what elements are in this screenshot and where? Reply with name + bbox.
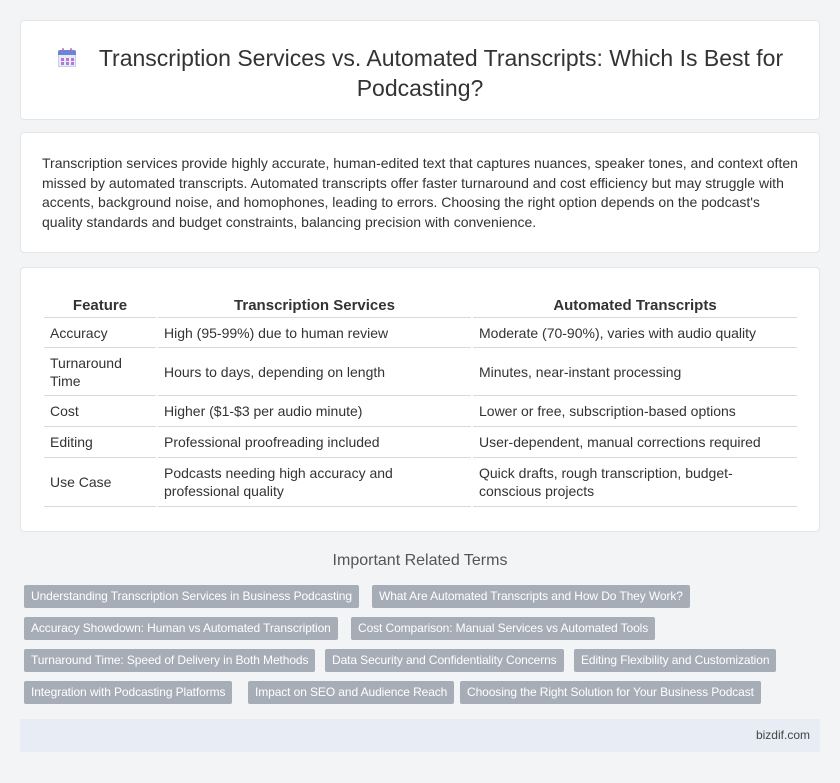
header-card [20, 20, 820, 120]
intro-paragraph: Transcription services provide highly accurate, human-edited text that captures nuances, speaker tones, and context often missed by automated transcripts. Automated transcripts offer faster turnaround and cost efficiency but may struggle with accents, background noise, and homophones, leading to errors. Choosing the right option depends on the podcast's quality standards and budget constraints, balancing precision with convenience. [42, 155, 798, 230]
related-terms-heading: Important Related Terms [332, 552, 508, 569]
feature-cell: Cost [44, 396, 156, 427]
transcription-cell: Hours to days, depending on length [158, 348, 471, 396]
related-term-link[interactable]: Choosing the Right Solution for Your Business Podcast [460, 681, 761, 704]
table-row [44, 458, 797, 507]
related-term-link[interactable]: Turnaround Time: Speed of Delivery in Both Methods [24, 649, 315, 672]
related-term-link[interactable]: Editing Flexibility and Customization [574, 649, 776, 672]
feature-cell: Accuracy [44, 318, 156, 348]
header-automated-transcripts: Automated Transcripts [473, 295, 797, 318]
comparison-table [42, 295, 799, 507]
related-term-link[interactable]: Understanding Transcription Services in Business Podcasting [24, 585, 359, 608]
footer-site-link[interactable]: bizdif.com [755, 728, 810, 742]
transcription-cell: High (95-99%) due to human review [158, 318, 471, 348]
table-row [44, 318, 797, 348]
intro-card [20, 132, 820, 253]
automated-cell: User-dependent, manual corrections required [473, 427, 797, 458]
header-transcription-services: Transcription Services [158, 295, 471, 318]
table-row [44, 396, 797, 427]
feature-cell: Editing [44, 427, 156, 458]
related-term-link[interactable]: Data Security and Confidentiality Concerns [325, 649, 564, 672]
table-header-row [44, 295, 797, 318]
transcription-cell: Professional proofreading included [158, 427, 471, 458]
automated-cell: Lower or free, subscription-based options [473, 396, 797, 427]
related-term-link[interactable]: What Are Automated Transcripts and How Do They Work? [372, 585, 690, 608]
comparison-card [20, 267, 820, 532]
automated-cell: Minutes, near-instant processing [473, 348, 797, 396]
page-title-text: Transcription Services vs. Automated Transcripts: Which Is Best for Podcasting? [98, 45, 784, 101]
related-term-link[interactable]: Integration with Podcasting Platforms [24, 681, 232, 704]
feature-cell: Turnaround Time [44, 348, 156, 396]
transcription-cell: Podcasts needing high accuracy and professional quality [158, 458, 471, 507]
related-term-link[interactable]: Accuracy Showdown: Human vs Automated Transcription [24, 617, 338, 640]
related-term-link[interactable]: Impact on SEO and Audience Reach [248, 681, 454, 704]
header-feature: Feature [44, 295, 156, 318]
automated-cell: Moderate (70-90%), varies with audio quality [473, 318, 797, 348]
feature-cell: Use Case [44, 458, 156, 507]
table-row [44, 348, 797, 396]
page-title [21, 43, 819, 103]
table-row [44, 427, 797, 458]
calendar-icon [57, 48, 77, 68]
related-term-link[interactable]: Cost Comparison: Manual Services vs Automated Tools [351, 617, 655, 640]
automated-cell: Quick drafts, rough transcription, budget-conscious projects [473, 458, 797, 507]
transcription-cell: Higher ($1-$3 per audio minute) [158, 396, 471, 427]
footer [20, 719, 820, 752]
